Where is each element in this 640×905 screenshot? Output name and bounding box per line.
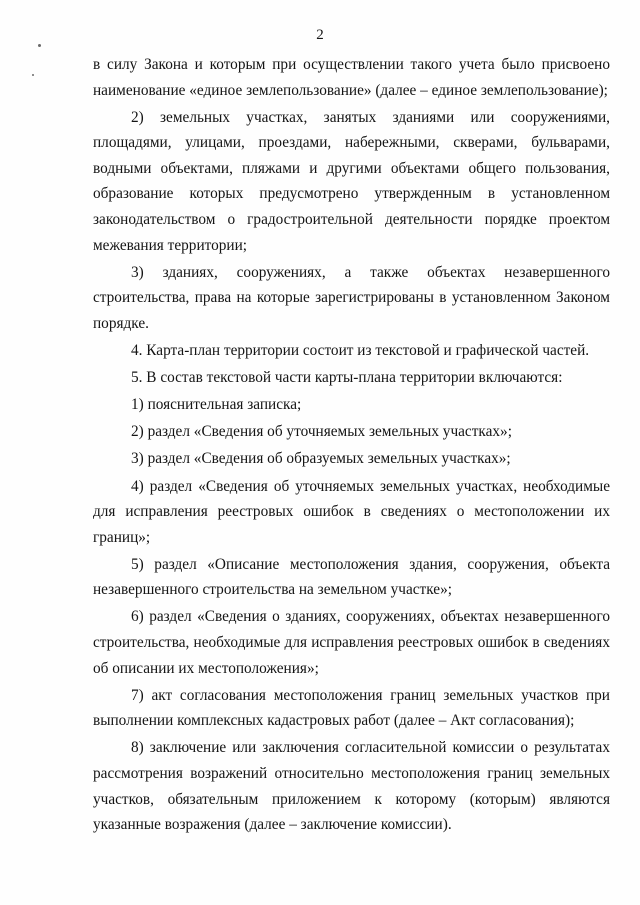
document-body (93, 52, 610, 838)
list-item-7: 7) акт согласования местоположения границ земельных участков при выполнении комплексных кадастровых работ (далее – Акт согласования); (93, 686, 610, 730)
paragraph-clause-5: 5. В состав текстовой части карты-плана территории включаются: (131, 369, 563, 387)
paragraph-item-3: 3) зданиях, сооружениях, а также объектах незавершенного строительства, права на которые зарегистрированы в установленном Законом порядке. (93, 263, 610, 332)
scan-speck (38, 44, 41, 47)
paragraph-clause-4: 4. Карта-план территории состоит из текстовой и графической частей. (131, 342, 590, 360)
list-item-4: 4) раздел «Сведения об уточняемых земельных участках, необходимые для исправления реестровых ошибок в сведениях о местоположении их границ»; (93, 477, 610, 546)
list-item-6: 6) раздел «Сведения о зданиях, сооружениях, объектах незавершенного строительства, необходимые для исправления реестровых ошибок в сведениях об описании их местоположения»; (93, 608, 610, 677)
page-number: 2 (316, 27, 324, 43)
list-item-5: 5) раздел «Описание местоположения здания, сооружения, объекта незавершенного строительства на земельном участке»; (93, 555, 610, 599)
scan-speck (32, 74, 34, 76)
paragraph-item-2: 2) земельных участках, занятых зданиями или сооружениями, площадями, улицами, проездами, набережными, скверами, бульварами, водными объектами, пляжами и другими объектами общего пользования, образование которых предусмотрено утвержденным в установленном законодательством о градостроительной деятельности порядке проектом межевания территории; (93, 108, 610, 254)
paragraph-continuation: в силу Закона и которым при осуществлении такого учета было присвоено наименование «единое землепользование» (далее – единое землепользование); (93, 56, 610, 99)
list-item-1: 1) пояснительная записка; (131, 396, 302, 414)
list-item-8: 8) заключение или заключения согласительной комиссии о результатах рассмотрения возражений относительно местоположения границ земельных участков, обязательным приложением к которому (которым) являются указанные возражения (далее – заключение комиссии). (93, 739, 610, 834)
list-item-2: 2) раздел «Сведения об уточняемых земельных участках»; (131, 423, 512, 441)
list-item-3: 3) раздел «Сведения об образуемых земельных участках»; (131, 450, 511, 468)
